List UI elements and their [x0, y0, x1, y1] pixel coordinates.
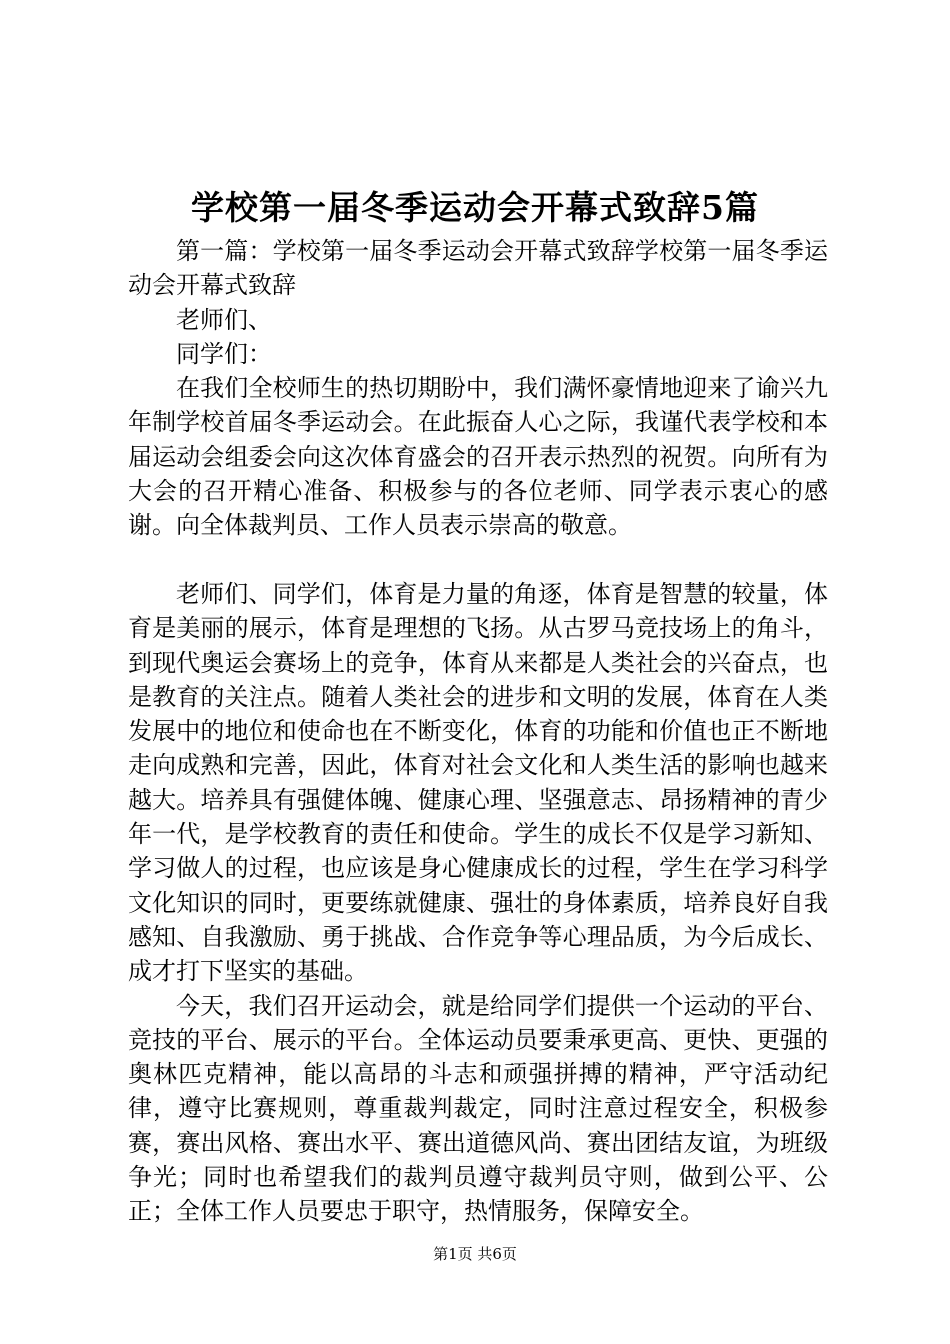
paragraph-opening: 在我们全校师生的热切期盼中，我们满怀豪情地迎来了谕兴九年制学校首届冬季运动会。在此振奋人心之际，我谨代表学校和本届运动会组委会向这次体育盛会的召开表示热烈的祝贺。向所有为大会的召开精心准备、积极参与的各位老师、同学表示衷心的感谢。向全体裁判员、工作人员表示崇高的敬意。 — [128, 374, 828, 540]
paragraph-today: 今天，我们召开运动会，就是给同学们提供一个运动的平台、竞技的平台、展示的平台。全体运动员要秉承更高、更快、更强的奥林匹克精神，能以高昂的斗志和顽强拼搏的精神，严守活动纪律，遵守比赛规则，尊重裁判裁定，同时注意过程安全，积极参赛，赛出风格、赛出水平、赛出道德风尚、赛出团结友谊，为班级争光；同时也希望我们的裁判员遵守裁判员守则，做到公平、公正；全体工作人员要忠于职守，热情服务，保障安全。 — [128, 991, 828, 1226]
page-number-footer: 第1页 共6页 — [433, 1245, 517, 1263]
document-title: 学校第一届冬季运动会开幕式致辞5篇 — [191, 188, 759, 227]
paragraph-salutation-teachers: 老师们、 — [176, 305, 272, 334]
paragraph-heading: 第一篇：学校第一届冬季运动会开幕式致辞学校第一届冬季运动会开幕式致辞 — [128, 237, 828, 300]
document-body — [128, 234, 828, 1229]
paragraph-sports-education: 老师们、同学们，体育是力量的角逐，体育是智慧的较量，体育是美丽的展示，体育是理想的飞扬。从古罗马竞技场上的角斗，到现代奥运会赛场上的竞争，体育从来都是人类社会的兴奋点，也是教育的关注点。随着人类社会的进步和文明的发展，体育在人类发展中的地位和使命也在不断变化，体育的功能和价值也正不断地走向成熟和完善，因此，体育对社会文化和人类生活的影响也越来越大。培养具有强健体魄、健康心理、坚强意志、昂扬精神的青少年一代，是学校教育的责任和使命。学生的成长不仅是学习新知、学习做人的过程，也应该是身心健康成长的过程，学生在学习科学文化知识的同时，更要练就健康、强壮的身体素质，培养良好自我感知、自我激励、勇于挑战、合作竞争等心理品质，为今后成长、成才打下坚实的基础。 — [128, 579, 828, 986]
paragraph-salutation-students: 同学们： — [176, 339, 272, 368]
paragraph-spacer — [128, 543, 828, 577]
